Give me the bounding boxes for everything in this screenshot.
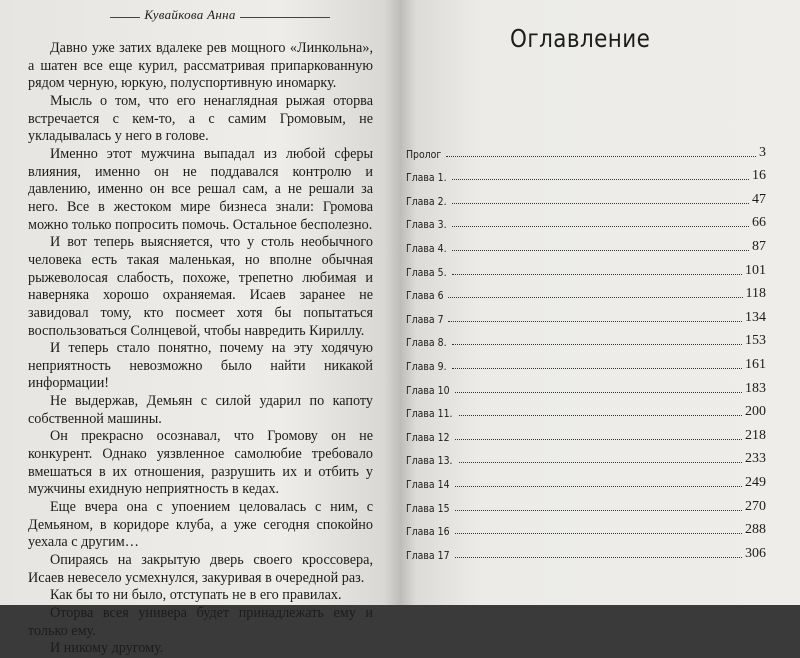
toc-entry-page: 306 [745,545,766,561]
paragraph: Мысль о том, что его ненаглядная рыжая оторва встречается с кем-то, а с самим Громовым, не укладывалась у него в голове. [28,92,373,145]
toc-entry [406,515,766,539]
paragraph: И вот теперь выясняется, что у столь необычного человека есть такая маленькая, но вполне обычная рыжеволосая слабость, похоже, трепетно любимая и наверняка хорошо охраняемая. Исаев заранее не завидовал тому, кто посмеет хотя бы попытаться воспользоваться Солнцевой, чтобы навредить Кириллу. [28,234,373,339]
paragraph: Именно этот мужчина выпадал из любой сферы влияния, именно он не поддавался контролю и давлению, именно он все решал сам, а не решали за него. Все в жестоком мире бизнеса знали: Громова можно только попросить помочь. Остальное бесполезно. [28,145,373,233]
toc-entry [406,161,766,185]
toc-leader-dots [452,178,749,180]
toc-entry-label: Глава 13. [406,454,453,468]
toc-entry-page: 233 [745,451,766,467]
toc-entry [406,349,766,373]
toc-entry-page: 101 [745,262,766,278]
toc-leader-dots [455,438,742,440]
toc-entry-label: Глава 1. [406,171,447,185]
toc-leader-dots [452,343,742,345]
toc-entry-label: Глава 12 [406,430,450,444]
running-head [110,4,270,28]
paragraph: Еще вчера она с упоением целовалась с ним, с Демьяном, в коридоре клуба, а уже сегодня спокойно уехала с другим… [28,499,373,551]
toc-entry [406,420,766,444]
toc-entry-label: Пролог [406,147,442,161]
toc-leader-dots [459,414,742,416]
toc-entry [406,444,766,468]
toc-entry-page: 3 [759,144,766,160]
toc-entry-label: Глава 7 [406,312,444,326]
toc-entry-page: 200 [745,404,766,420]
paragraph: Как бы то ни было, отступать не в его правилах. [50,587,342,604]
toc-leader-dots [455,485,742,487]
toc-entry-label: Глава 2. [406,194,447,208]
right-page [400,0,800,605]
toc-entry [406,302,766,326]
toc-leader-dots [455,391,742,393]
toc-entry-page: 66 [752,215,766,231]
toc-entry-label: Глава 11. [406,407,453,421]
table-of-contents [406,137,766,562]
toc-entry [406,184,766,208]
toc-entry-page: 161 [745,356,766,372]
toc-entry-label: Глава 17 [406,548,450,562]
toc-entry-label: Глава 6 [406,289,444,303]
toc-leader-dots [452,367,742,369]
toc-entry-label: Глава 14 [406,477,450,491]
toc-entry-page: 218 [745,427,766,443]
toc-entry [406,326,766,350]
toc-leader-dots [452,249,749,251]
toc-entry-page: 288 [745,522,766,538]
toc-leader-dots [452,225,749,227]
paragraph: Не выдержав, Демьян с силой ударил по капоту собственной машины. [28,393,373,427]
toc-entry [406,467,766,491]
toc-entry-page: 153 [745,333,766,349]
toc-leader-dots [459,461,742,463]
toc-leader-dots [448,320,742,322]
body-text [28,40,373,658]
toc-entry-page: 134 [745,309,766,325]
paragraph: И теперь стало понятно, почему на эту ходячую неприятность невозможно было найти никакой информации! [28,340,373,392]
toc-entry-label: Глава 15 [406,501,450,515]
toc-entry-page: 16 [752,168,766,184]
left-page [0,0,400,657]
paragraph: Давно уже затих вдалеке рев мощного «Линкольна», а шатен все еще курил, рассматривая припаркованную рядом черную, юркую, полуспортивную иномарку. [28,40,373,92]
toc-entry-page: 270 [745,498,766,514]
paragraph: Оторва всея универа будет принадлежать ему и только ему. [28,605,373,639]
toc-leader-dots [448,296,742,298]
toc-entry [406,538,766,562]
toc-entry-label: Глава 9. [406,359,447,373]
toc-entry [406,137,766,161]
toc-entry-page: 249 [745,474,766,490]
toc-entry [406,373,766,397]
toc-leader-dots [452,202,749,204]
toc-entry-label: Глава 10 [406,383,450,397]
toc-entry [406,397,766,421]
toc-entry-label: Глава 5. [406,265,447,279]
running-head-author: Кувайкова Анна [144,7,236,22]
toc-entry-label: Глава 16 [406,525,450,539]
toc-leader-dots [446,155,756,157]
toc-entry-page: 47 [752,191,766,207]
toc-entry-page: 118 [745,286,766,302]
paragraph: Опираясь на закрытую дверь своего кроссовера, Исаев невесело усмехнулся, закуривая в очередной раз. [28,552,373,586]
toc-leader-dots [455,509,742,511]
toc-leader-dots [455,556,742,558]
toc-entry-page: 87 [752,238,766,254]
toc-entry-label: Глава 8. [406,336,447,350]
toc-title: Оглавление [510,24,651,53]
toc-entry-page: 183 [745,380,766,396]
running-head-rule-right [240,17,330,18]
toc-entry [406,231,766,255]
toc-entry [406,255,766,279]
toc-entry-label: Глава 3. [406,218,447,232]
toc-entry [406,279,766,303]
toc-leader-dots [455,532,742,534]
paragraph: И никому другому. [50,640,164,657]
toc-leader-dots [452,273,742,275]
toc-entry-label: Глава 4. [406,241,447,255]
paragraph: Он прекрасно осознавал, что Громову он не конкурент. Однако уязвленное самолюбие требовало вмешаться в их отношения, разрушить их и отбить у мужчины ехидную неприятность в кедах. [28,428,373,498]
toc-entry [406,491,766,515]
toc-entry [406,208,766,232]
